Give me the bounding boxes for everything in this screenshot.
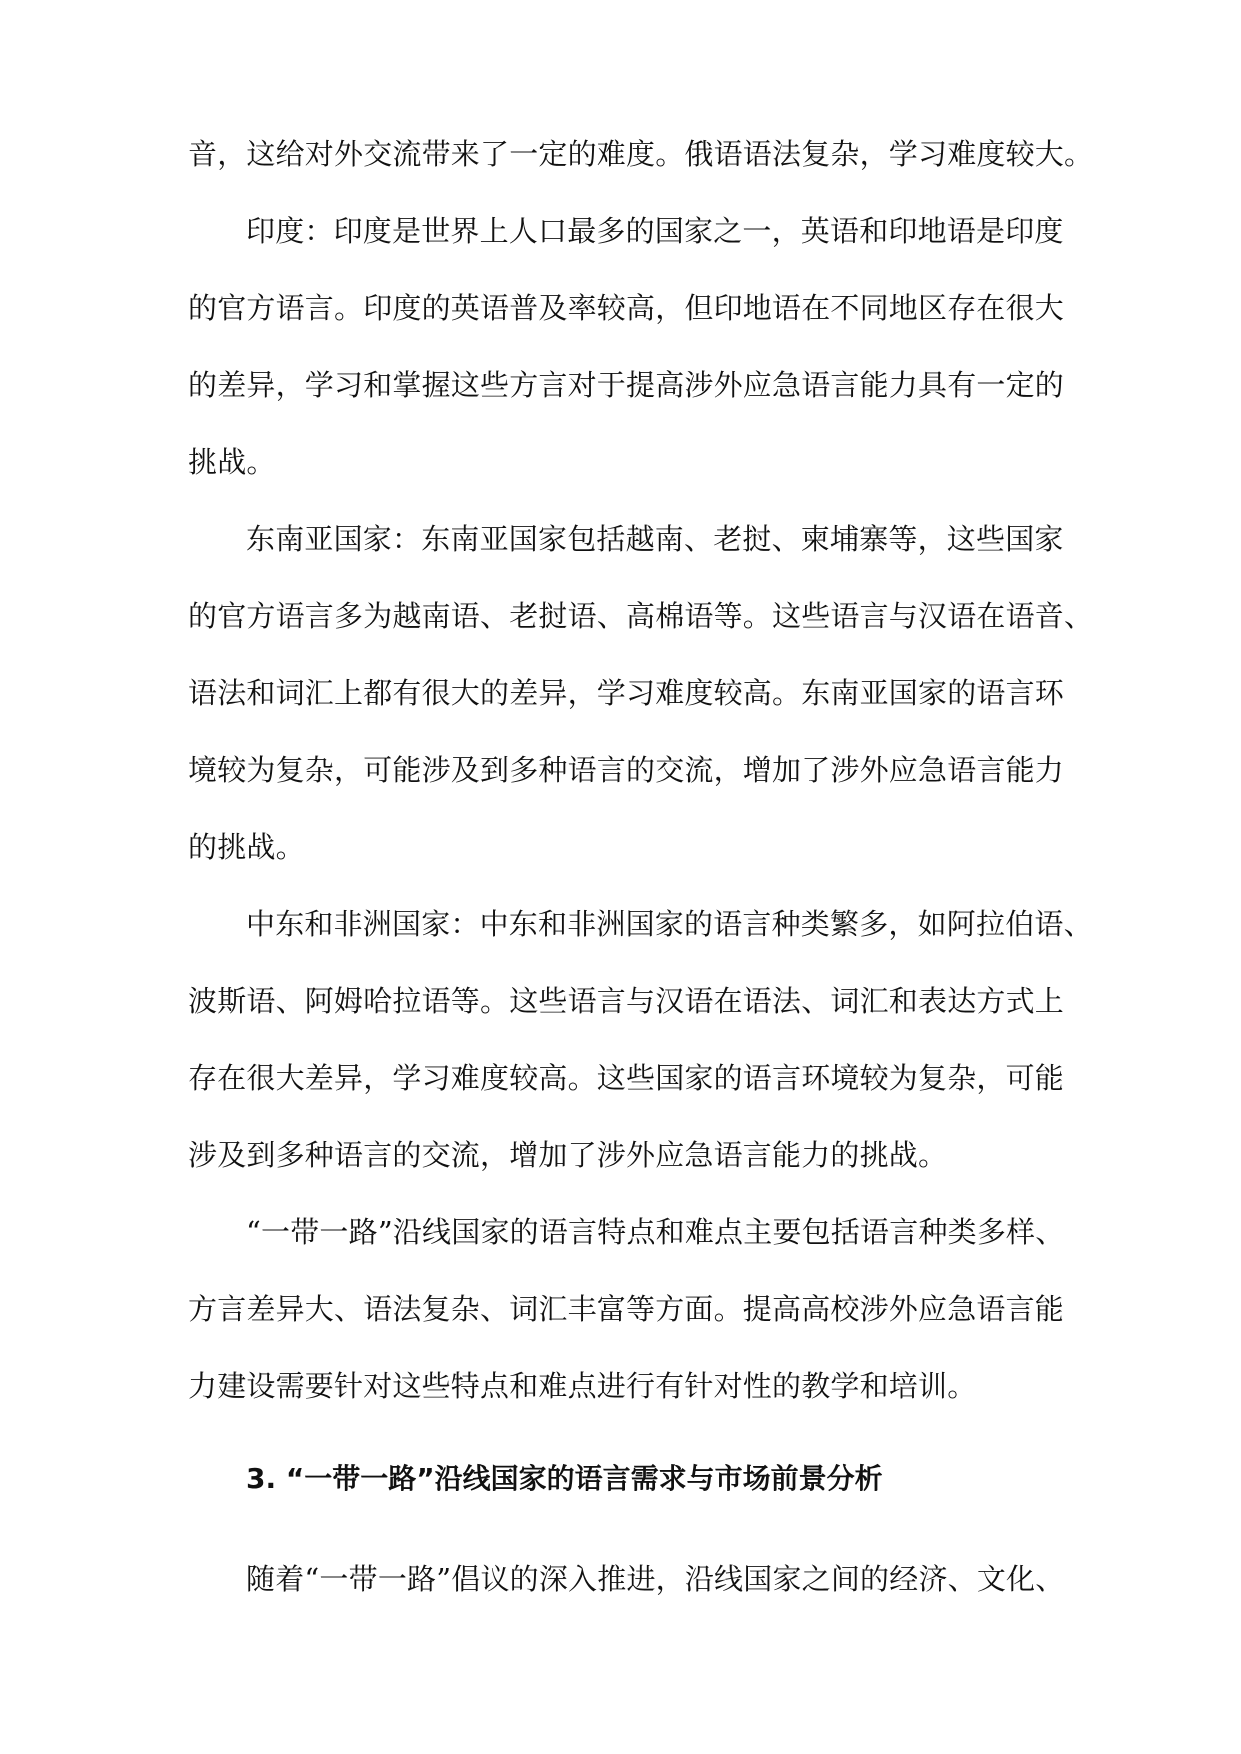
text-line: 的官方语言多为越南语、老挝语、高棉语等。这些语言与汉语在语音、	[188, 599, 1094, 633]
text-line: 涉及到多种语言的交流，增加了涉外应急语言能力的挑战。	[188, 1138, 948, 1172]
text-line: 方言差异大、语法复杂、词汇丰富等方面。提高高校涉外应急语言能	[188, 1292, 1065, 1326]
paragraph-middle-east-africa	[188, 886, 1093, 1194]
text-line: 语法和词汇上都有很大的差异，学习难度较高。东南亚国家的语言环	[188, 676, 1065, 710]
text-line: 随着“一带一路”倡议的深入推进，沿线国家之间的经济、文化、	[246, 1562, 1065, 1596]
paragraph-summary	[188, 1194, 1068, 1425]
text-line: 中东和非洲国家：中东和非洲国家的语言种类繁多，如阿拉伯语、	[246, 907, 1093, 941]
paragraph-final	[188, 1541, 1068, 1618]
text-line: 印度：印度是世界上人口最多的国家之一，英语和印地语是印度	[246, 214, 1064, 248]
text-line: 音，这给对外交流带来了一定的难度。俄语语法复杂，学习难度较大。	[188, 137, 1094, 171]
text-line: 的挑战。	[188, 830, 305, 864]
text-line: 境较为复杂，可能涉及到多种语言的交流，增加了涉外应急语言能力	[188, 753, 1065, 787]
text-line: 的差异，学习和掌握这些方言对于提高涉外应急语言能力具有一定的	[188, 368, 1065, 402]
text-line: “一带一路”沿线国家的语言特点和难点主要包括语言种类多样、	[246, 1215, 1065, 1249]
text-line: 力建设需要针对这些特点和难点进行有针对性的教学和培训。	[188, 1369, 977, 1403]
text-line: 存在很大差异，学习难度较高。这些国家的语言环境较为复杂，可能	[188, 1061, 1065, 1095]
section-heading: 3. “一带一路”沿线国家的语言需求与市场前景分析	[246, 1462, 883, 1495]
paragraph-southeast-asia	[188, 501, 1094, 886]
text-line: 挑战。	[188, 445, 276, 479]
text-line: 的官方语言。印度的英语普及率较高，但印地语在不同地区存在很大	[188, 291, 1065, 325]
text-line: 东南亚国家：东南亚国家包括越南、老挝、柬埔寨等，这些国家	[246, 522, 1064, 556]
paragraph-india	[188, 193, 1068, 501]
text-line: 波斯语、阿姆哈拉语等。这些语言与汉语在语法、词汇和表达方式上	[188, 984, 1065, 1018]
paragraph-russia-ending	[188, 116, 1094, 193]
